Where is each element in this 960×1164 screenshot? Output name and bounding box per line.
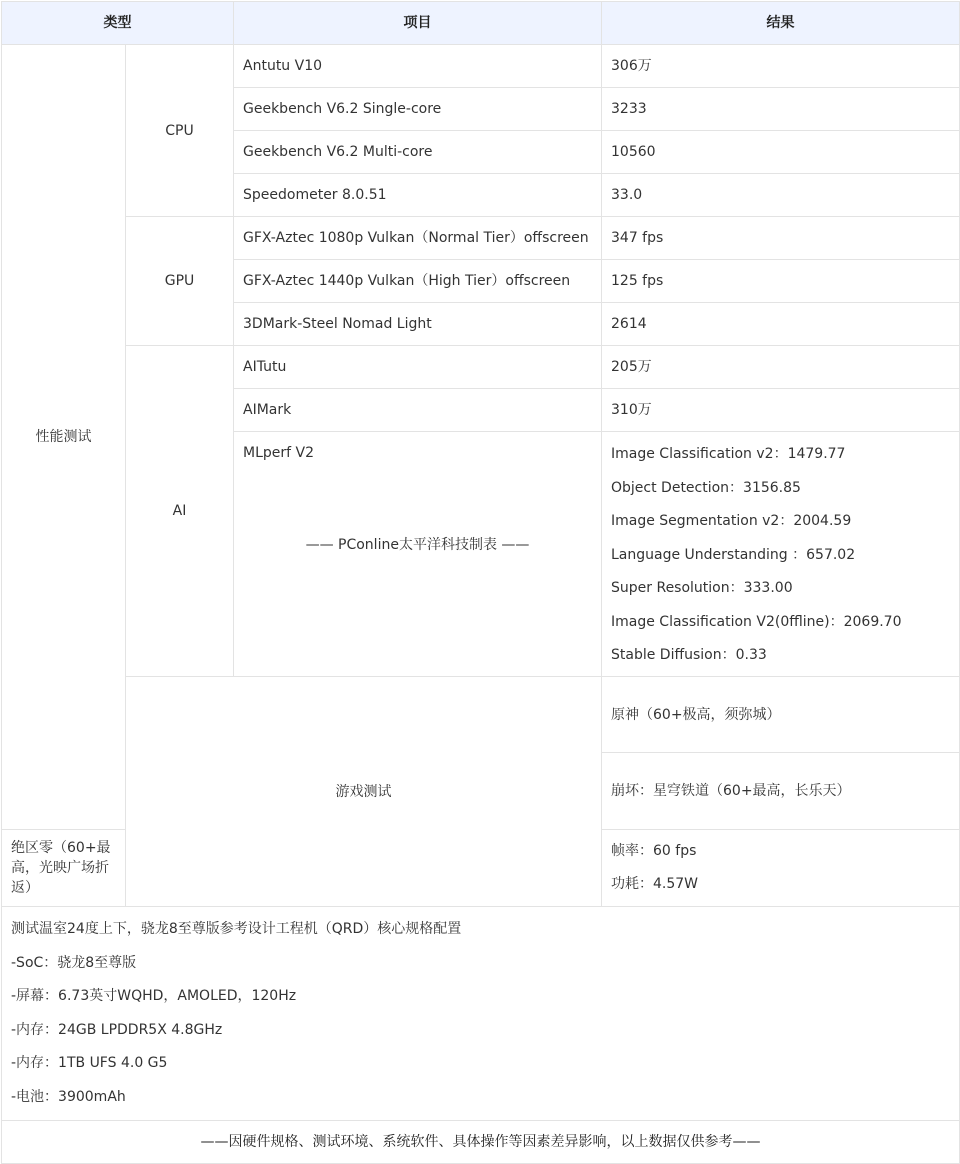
fps-value: 帧率：60 fps <box>611 842 697 859</box>
item-cell: GFX-Aztec 1440p Vulkan（High Tier）offscreen <box>234 260 602 303</box>
header-result: 结果 <box>602 2 960 45</box>
mlperf-result-line: Image Segmentation v2：2004.59 <box>611 513 852 529</box>
result-cell: 125 fps <box>602 260 960 303</box>
game-result-cell <box>602 830 960 907</box>
item-cell: AITutu <box>234 346 602 389</box>
mlperf-result-line: Language Understanding ：657.02 <box>611 546 856 563</box>
item-cell: Geekbench V6.2 Multi-core <box>234 131 602 174</box>
note-line: -内存：24GB LPDDR5X 4.8GHz <box>11 1021 223 1038</box>
result-cell: 205万 <box>602 346 960 389</box>
source-credit: —— PConline太平洋科技制表 —— <box>305 537 530 553</box>
mlperf-item-cell <box>234 432 602 677</box>
table-row <box>2 677 960 753</box>
notes-row <box>2 907 960 1121</box>
table-row <box>2 217 960 260</box>
subcategory-cpu: CPU <box>126 45 234 217</box>
result-cell: 3233 <box>602 88 960 131</box>
result-cell: 310万 <box>602 389 960 432</box>
note-line: 测试温室24度上下，骁龙8至尊版参考设计工程机（QRD）核心规格配置 <box>11 921 462 937</box>
item-cell: AIMark <box>234 389 602 432</box>
item-cell: Geekbench V6.2 Single-core <box>234 88 602 131</box>
subcategory-gpu: GPU <box>126 217 234 346</box>
category-performance: 性能测试 <box>2 45 126 830</box>
game-item-cell: 崩坏：星穹铁道（60+最高，长乐天） <box>602 753 960 830</box>
benchmark-table <box>1 1 960 1164</box>
mlperf-name: MLperf V2 <box>243 445 314 461</box>
mlperf-result-line: Stable Diffusion：0.33 <box>611 647 767 663</box>
result-cell: 306万 <box>602 45 960 88</box>
mlperf-result-line: Super Resolution：333.00 <box>611 580 793 596</box>
header-item: 项目 <box>234 2 602 45</box>
item-cell: Speedometer 8.0.51 <box>234 174 602 217</box>
note-line: -内存：1TB UFS 4.0 G5 <box>11 1055 168 1071</box>
category-gaming: 游戏测试 <box>126 677 602 907</box>
subcategory-ai: AI <box>126 346 234 677</box>
result-cell: 10560 <box>602 131 960 174</box>
mlperf-result-line: Image Classification V2(0ffline)：2069.70 <box>611 613 902 630</box>
mlperf-result-line: Object Detection：3156.85 <box>611 479 801 496</box>
mlperf-results-cell <box>602 432 960 677</box>
note-line: -屏幕：6.73英寸WQHD，AMOLED，120Hz <box>11 988 297 1004</box>
disclaimer-row <box>2 1121 960 1164</box>
power-value: 功耗：4.57W <box>611 876 699 892</box>
table-row <box>2 45 960 88</box>
notes-cell <box>2 907 960 1121</box>
game-item-cell: 绝区零（60+最高，光映广场折返） <box>2 830 126 907</box>
result-cell: 2614 <box>602 303 960 346</box>
item-cell: GFX-Aztec 1080p Vulkan（Normal Tier）offscreen <box>234 217 602 260</box>
note-line: -SoC：骁龙8至尊版 <box>11 954 137 971</box>
result-cell: 33.0 <box>602 174 960 217</box>
game-item-cell: 原神（60+极高，须弥城） <box>602 677 960 753</box>
header-type: 类型 <box>2 2 234 45</box>
item-cell: Antutu V10 <box>234 45 602 88</box>
note-line: -电池：3900mAh <box>11 1088 126 1105</box>
disclaimer-text: ——因硬件规格、测试环境、系统软件、具体操作等因素差异影响，以上数据仅供参考—— <box>2 1121 960 1164</box>
mlperf-result-line: Image Classification v2：1479.77 <box>611 446 846 462</box>
item-cell: 3DMark-Steel Nomad Light <box>234 303 602 346</box>
table-row <box>2 346 960 389</box>
table-header-row <box>2 2 960 45</box>
result-cell: 347 fps <box>602 217 960 260</box>
